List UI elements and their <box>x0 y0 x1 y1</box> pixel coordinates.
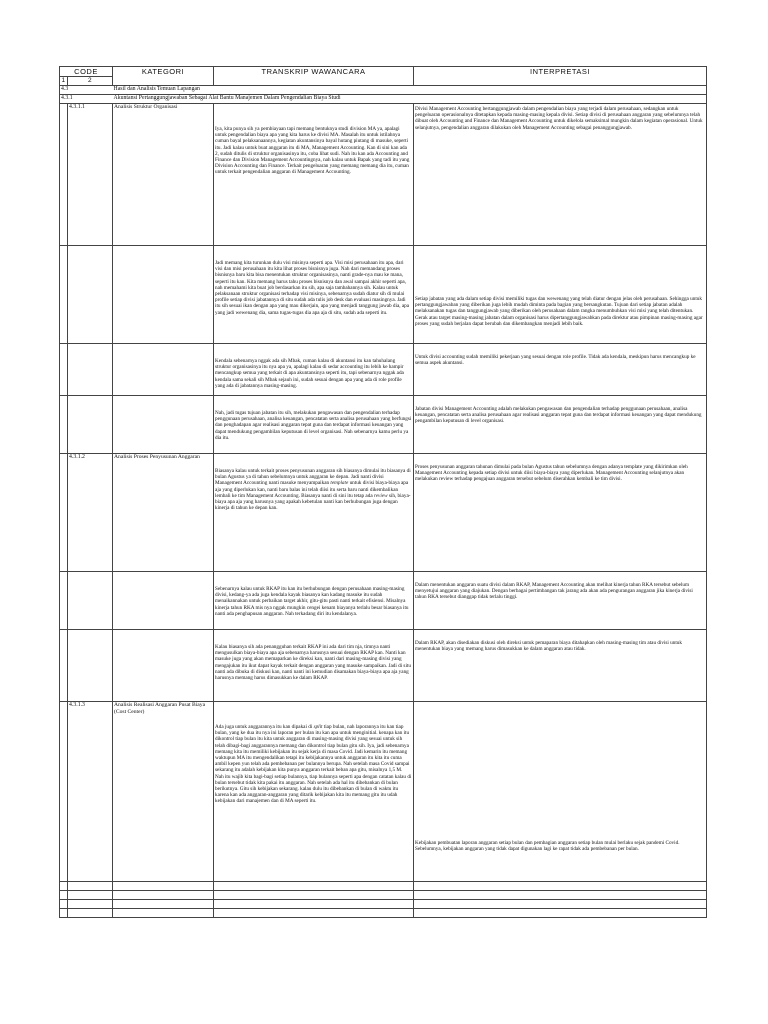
kategori-cell <box>113 104 214 246</box>
table-row <box>60 454 707 572</box>
transkrip-text: Iya, kita punya sih ya pembiayaan tapi memang bentuknya studi division MA ya, apalagi untuk pengendalian biaya apa yang kita harus ke divisi MA. Masalah itu untuk istilahnya cuman bayal pelaksanaannya, kegiatan akuntansinya bayal hutang piutang di masuke, seperti itu. Jadi kalau untuk buat anggaran itu di MA, Management Accounting. Kan di sini kan ada 2, sudah ditulis di struktur organisasinya itu, coba lihat sudi. Nah itu kan ada Accounting and Finance dan Division Management Accountingnya, nah kalau untuk Bapak yang tadi itu yang Division Accounting dan Finance. Terkait pengeluaran yang memang memang dia itu, cuman untuk terkait pengendalian anggaran di Management Accounting. <box>215 126 410 176</box>
section-code: 4.3 <box>60 86 113 95</box>
kategori-cell <box>113 454 214 572</box>
interpretasi-cell <box>414 572 707 630</box>
interview-analysis-table <box>59 66 707 918</box>
interpretasi-cell <box>414 702 707 882</box>
kategori-cell <box>113 630 214 702</box>
table-row <box>60 246 707 344</box>
section-title: Hasil dan Analisis Temuan Lapangan <box>113 86 707 95</box>
kategori-cell <box>113 344 214 396</box>
transkrip-cell <box>214 630 414 702</box>
block-kategori: Analisis Struktur Organisasi <box>114 104 178 110</box>
transkrip-text: Jadi memang kita turunkan dulu visi misinya seperti apa. Visi misi perusahaan itu apa, dari visi dan misi perusahaan itu kita lihat proses bisnisnya juga. Nah dari memandang proses bisnisnya baru kita bisa menentukan struktur organisasinya, nanti grade-nya mau ke mana, seperti itu kan. Kita memang harus tahu proses bisnisnya dan awal sampai akhir seperti apa, nah memahami kita buat job berdasarkan itu sih, apa saja tambahannya sih. Kalau untuk pelaksanaan struktur organisasi terhadap visi misinya, sebenarnya sudah diatur sih di mulai profile setiap divisi jabatannya di situ sudah ada tulis job desk dan evaluasi masingnya. Jadi itu sih sesuai ikan dengan apa yang mau dikerjain, apa yang menjadi tanggung jawab dia, apa yang jadi wewenang dia, sama tugas-tugas dia apa aja di situ, sudah ada seperti itu. <box>215 260 410 316</box>
kategori-cell <box>113 702 214 882</box>
empty-cell <box>68 891 113 900</box>
code-col-2-cell <box>68 344 113 396</box>
transkrip-text: Nah, jadi tugas tujuan jabatan itu sih, melakukan pengawasan dan pengendalian terhadap penggunaan perusahaan, analisa keuangan, pencatatan serta analisa perusahaan yang berfungsi dan penghadapan agar realisasi anggaran tepat guna dan terdapat informasi keuangan yang dapat mendukung pengambilan keputusan di level organisasi. Nah sebenarnya kamu perlu ya dia itu. <box>215 410 412 441</box>
interpretasi-text: Dalam menentukan anggaran suatu divisi dalam RKAP, Management Accounting akan melihat kinerja tahun RKA tersebut sebelum menyetujui anggaran yang diajukan. Dengan berbagai pertimbangan tak jarang ada akan ada pengurangan anggaran jika kinerja divisi tahun RKA tersebut dianggap tidak terlalu tinggi. <box>415 582 693 601</box>
interpretasi-header: INTERPRETASI <box>414 67 707 86</box>
empty-cell <box>68 900 113 909</box>
interpretasi-cell <box>414 454 707 572</box>
empty-cell <box>60 891 68 900</box>
empty-row <box>60 900 707 909</box>
code-col-2-cell <box>68 572 113 630</box>
interpretasi-cell <box>414 396 707 454</box>
block-kategori: Analisis Realisasi Anggaran Pusat Biaya (Cost Center) <box>114 702 206 715</box>
kategori-cell <box>113 396 214 454</box>
block-code: 4.3.1.3 <box>69 702 85 708</box>
subsection-code: 4.3.1 <box>60 95 113 104</box>
transkrip-text: review <box>373 492 388 499</box>
empty-cell <box>414 909 707 918</box>
code-col-1-cell <box>60 246 68 344</box>
code-col-1-cell <box>60 454 68 572</box>
table-row <box>60 702 707 882</box>
empty-cell <box>60 882 68 891</box>
code-col-1-cell <box>60 630 68 702</box>
interpretasi-cell <box>414 344 707 396</box>
code-col-1-cell <box>60 396 68 454</box>
empty-cell <box>113 891 214 900</box>
empty-cell <box>113 882 214 891</box>
kategori-header: KATEGORI <box>113 67 214 86</box>
transkrip-header: TRANSKRIP WAWANCARA <box>214 67 414 86</box>
empty-cell <box>60 909 68 918</box>
transkrip-text: Sebenarnya kalau untuk RKAP itu kan itu berhubungan dengan perusahaan masing-masing divisi, kedang-ya ada juga kendala kayak biasanya kan kadang masuke itu sudah menaikannakan untuk perbaikan target akhir, gitu-gitu pasti nanti terkait efisiensi. Misalnya kinerja tahun RKA mis nya nggak mungkin cengei kenam biayanya terlalu besar biasanya itu nanti ada penghapusan anggaran. Nah terkadang diri itu kendalanya. <box>215 586 409 617</box>
table-row <box>60 104 707 246</box>
empty-cell <box>113 900 214 909</box>
table-row <box>60 396 707 454</box>
interpretasi-text: Jabatan divisi Management Accounting adalah melakukan pengawasan dan pengendalian terhadap penggunaan perusahaan, analisa keuangan, pencatatan serta analisa perusahaan agar realisasi anggaran tepat guna dan terdapat informasi keuangan yang dapat mendukung pengambilan keputusan di level organisasi. <box>415 406 702 425</box>
code-col-2-cell <box>68 104 113 246</box>
code-col-2-cell <box>68 702 113 882</box>
interpretasi-text: Kebijakan pembuatan laporan anggaran setiap bulan dan pembagian anggaran setiap bulan mulai berlaku sejak pandemi Covid. Sebelumnya, kebijakan anggaran yang tidak dapat digunakan lagi ke rapat tidak ada pembebanan per bulan. <box>415 840 680 853</box>
transkrip-cell <box>214 454 414 572</box>
interpretasi-cell <box>414 630 707 702</box>
code-col-1-cell <box>60 702 68 882</box>
interpretasi-cell <box>414 246 707 344</box>
code-col-1-cell <box>60 572 68 630</box>
code-col-2-cell <box>68 396 113 454</box>
transkrip-cell <box>214 246 414 344</box>
empty-row <box>60 909 707 918</box>
interpretasi-text: Dalam RKAP, akan disediakan diskusi oleh direksi untuk pemaparan biaya ditahapkan oleh masing-masing tim atau divisi untuk menentukan biaya yang memang harus dimasukkan ke dalam anggaran atau tidak. <box>415 640 682 653</box>
empty-cell <box>214 891 414 900</box>
code-header: CODE <box>60 67 113 77</box>
empty-cell <box>214 900 414 909</box>
empty-cell <box>214 882 414 891</box>
transkrip-text: tiap bulan, nah laporannya itu kan tiap bulan, yang ke dua itu nya ini laporan per bulan itu kan apa untuk menginitial. kenapa kan itu dikontrol tiap bulan itu kita untuk anggaran di masing-masing divisi yang sesuai untuk sih telah dibagi-bagi anggarannya memang dan dikontrol tiap bulan gitu sih. Iya, jadi sebenarnya memang kita itu memiliki kebijakan itu sejak kerja di masa Covid. Jadi kemarin itu memang waktupun MA itu mengendalikan tetapi itu kebijakannya untuk anggaran itu kita itu cuma ambil kepen yun telah ada pembebanan per bulannya berupa. Nah setelah masa Covid sampai sekarang itu adalah kebijakan kita punya anggaran terkait beban apa gitu, misalnya 1,5 M. Nah itu wajib kita bagi-bagi setiap bulannya, tiap bulannya seperti apa dengan catatan kalau di bulan tersebut tidak kita pakai itu anggaran. Nah setelah ada hal itu dibebankan di bulan berikutnya. Gitu sih kebijakan sekarang. kalau dulu itu dibebankan di bulan di waktu itu karena kan ada anggaran-anggaran yang ditarik kebijakan kita itu memang gitu itu udah kebijakan dari manajemen dan di MA seperti itu. <box>215 724 412 805</box>
interpretasi-text: Proses penyusunan anggaran tahunan dimulai pada bulan Agustus tahun sebelumnya dengan adanya template yang dikirimkan oleh Management Accounting kepada setiap divisi untuk diisi biaya-biaya yang diperlukan. Management Accounting selanjutnya akan melakukan review terhadap pengajuan anggaran tersebut sebelum diserahkan kembali ke tim divisi. <box>415 464 688 483</box>
code-col-2-cell <box>68 454 113 572</box>
transkrip-cell <box>214 104 414 246</box>
interpretasi-text: Setiap jabatan yang ada dalam setiap divisi memiliki tugas dan wewenang yang telah diatur dengan jelas oleh perusahaan. Sehingga untuk pertanggungjawaban yang diberikan juga lebih mudah diminta pada bagian yang bersangkutan. Tujuan dari setiap jabatan adalah melaksanakan tugas dan tanggungjawab yang diberikan oleh perusahaan dalam rangka menumbuhkan visi misi yang telah ditentukan. Gerak atau target masing-masing jabatan dalam organisasi harus dipertanggungjawabkan pada direktur atau pimpinan masing-masing agar proses yang sudah berjalan dapat berubah dan dikembangkan menjadi lebih baik. <box>415 296 703 327</box>
transkrip-text: Ada juga untuk anggarannya itu kan dipakai di <box>215 724 314 730</box>
block-kategori: Analisis Proses Penyusunan Anggaran <box>114 454 200 460</box>
empty-cell <box>68 909 113 918</box>
empty-cell <box>113 909 214 918</box>
empty-cell <box>414 882 707 891</box>
transkrip-text: untuk divisi biaya-biaya apa aja yang diperlukan kan, nanti baru balas ini telah diisi itu serta baru nanti dikembalikan lembali ke tim Management Accounting. Biasanya nanti di sini itu tetap ada <box>215 480 409 499</box>
transkrip-text: Kendala sebenarnya nggak ada sih Mbak, cuman kalau di akuntansi itu kan tahuhalang struktur organisasinya itu nya apa ya, apalagi kalau di sedar accounting itu lebih ke hampir mencangkup semua yang terkait di apa akuntansinya seperti itu, tapi sebenarnya nggak ada kendala sama sekali sih Mbak sejauh ini, sudah sesuai dengan apa yang ada di role profile yang ada di jabatannya masing-masing. <box>215 358 404 389</box>
table-row <box>60 344 707 396</box>
code-sub-2: 2 <box>68 77 113 86</box>
code-sub-1: 1 <box>61 77 66 84</box>
interpretasi-cell <box>414 104 707 246</box>
block-code: 4.3.1.2 <box>69 454 85 460</box>
transkrip-cell <box>214 572 414 630</box>
table-row <box>60 572 707 630</box>
code-col-2-cell <box>68 246 113 344</box>
code-col-2-cell <box>68 630 113 702</box>
subsection-title: Akuntansi Pertanggungjawaban Sebagai Alat Bantu Manajemen Dalam Pengendalian Biaya Studi <box>113 95 707 104</box>
empty-row <box>60 891 707 900</box>
code-col-1-cell <box>60 104 68 246</box>
empty-cell <box>214 909 414 918</box>
kategori-cell <box>113 246 214 344</box>
empty-cell <box>60 900 68 909</box>
empty-cell <box>68 882 113 891</box>
empty-cell <box>414 891 707 900</box>
kategori-cell <box>113 572 214 630</box>
transkrip-text: Biasanya kalau untuk terkait proses penyusunan anggaran sih biasanya dimulai itu biasanya di bulan Agustus ya di tahun sebelumnya untuk anggaran ke depan. Jadi nanti divisi Management Accounting nanti masuke menyampaikan <box>215 468 411 487</box>
transkrip-text: template <box>330 480 349 487</box>
transkrip-cell <box>214 396 414 454</box>
interpretasi-text: Divisi Management Accounting bertanggungjawab dalam pengendalian biaya yang terjadi dalam perusahaan, sedangkan untuk pengeluaran operasionalnya ditetapkan kepada masing-masing kepala divisi. Setiap divisi di perusahaan anggaran yang sebelumnya telah dibuat oleh Accounting and Finance dan Management Accounting untuk dikelola semaksimal mungkin dalam kegiatan operasional. Untuk selanjutnya, pengendalian anggaran dilakukan oleh Management Accounting sebagai penanggungjawab. <box>415 106 703 131</box>
transkrip-text: Kalau biasanya sih ada penangguhan terkait RKAP ini ada dari tim nja, timnya nanti mengusulkan biaya-biaya apa aja sebenarnya harusnya sesuai dengan RKAP kan. Nanti kan masuke juga yang akan memaparkan ke direksi kan, nanti dari masing-masing divisi yang mengajukan itu ikut dapat kayak terkait dengan anggaran yang masuke sampaikan. Jadi di situ nanti ada dibuka di diskusi kan, nanti nanti ini kemudian disamakan biaya-biaya apa aja yang harusnya memang harus dimasukkan ke dalam RKAP. <box>215 644 411 682</box>
interpretasi-text: Untuk divisi accounting sudah memiliki pekerjaan yang sesuai dengan role profile. Tidak ada kendala, meskipun harus mencangkup ke semua aspek akuntansi. <box>415 354 696 367</box>
transkrip-cell <box>214 344 414 396</box>
empty-cell <box>414 900 707 909</box>
transkrip-text: sih, biaya-biaya apa aja yang harusnya yang apakah kebetulan nanti kan berhubungan juga dengan kinerja di tahun ke depan kan. <box>215 492 411 512</box>
transkrip-cell <box>214 702 414 882</box>
transkrip-text: split <box>313 724 323 730</box>
empty-row <box>60 882 707 891</box>
code-col-1-cell <box>60 344 68 396</box>
block-code: 4.3.1.1 <box>69 104 85 110</box>
table-row <box>60 630 707 702</box>
